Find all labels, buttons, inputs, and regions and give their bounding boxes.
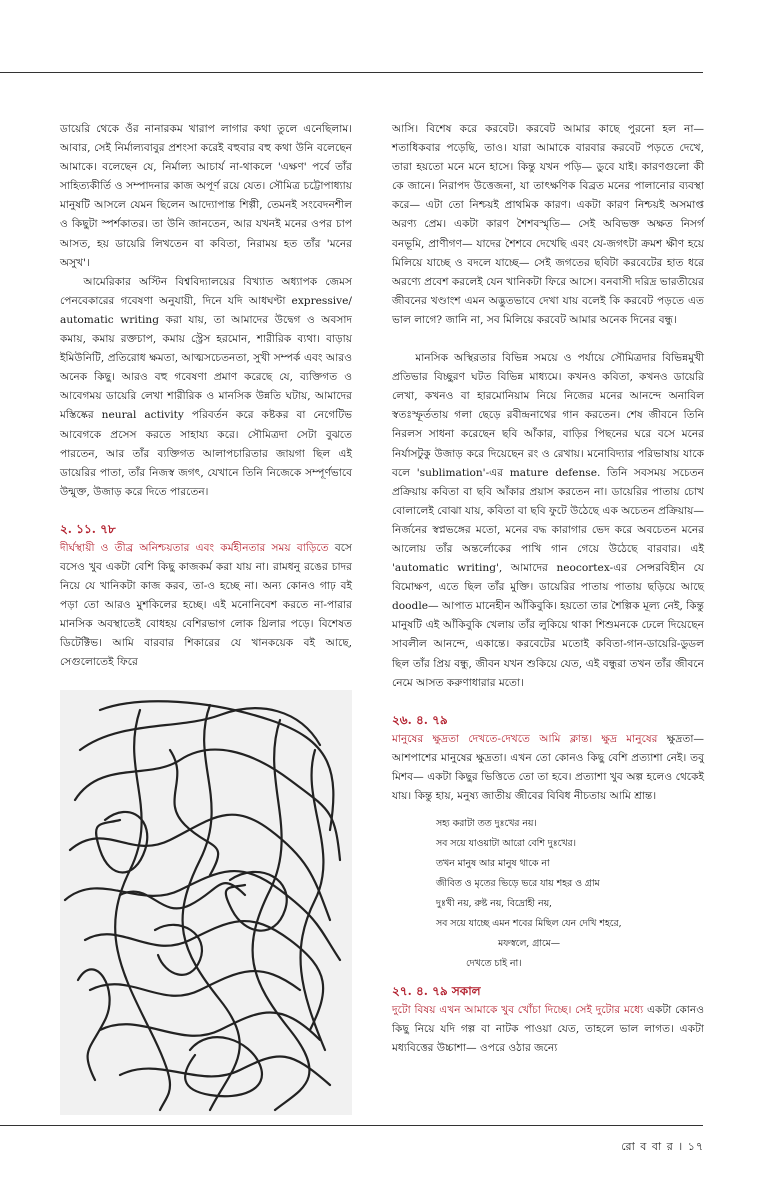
body-paragraph: মানসিক অস্থিরতার বিভিন্ন সময়ে ও পর্যায়ে সৌমিত্রদার বিভিন্নমুখী প্রতিভার বিচ্ছুরণ ঘটত বিভিন্ন মাধ্যমে। কখনও কবিতা, কখনও ডায়েরি লেখা, কখনও বা হারমোনিয়াম নিয়ে নিজের মনের আনন্দে অনাবিল স্বতঃস্ফূর্ততায় গলা ছেড়ে রবীন্দ্রনাথের গান করতেন। শেষ জীবনে তিনি নিরলস সাধনা করেছেন ছবি আঁকার, বাড়ির পিছনের ঘরে বসে মনের নির্যাসটুকু উজাড় করে দিয়েছেন রং ও রেখায়। মনোবিদ্যার পরিভাষায় যাকে বলে 'sublimation'-এর mature defense. তিনি সবসময় সচেতন প্রক্রিয়ায় কবিতা বা ছবি আঁকার প্রয়াস করতেন না। ডায়েরির পাতায় চোখ বোলালেই বোঝা যায়, কবিতা বা ছবি ফুটে উঠেছে এক অচেতন প্রক্রিয়ায়— নির্জনের স্বপ্নভঙ্গের মতো, মনের বদ্ধ কারাগার ভেদ করে অবচেতন মনের আলোয় তাঁর অন্তর্লোকের পাখি গান গেয়ে উঠেছে বারবার। এই 'automatic writing', আমাদের neocortex-এর সেন্সরবিহীন যে বিমোক্ষণ, এতে ছিল তাঁর মুক্তি। ডায়েরির পাতায় পাতায় ছড়িয়ে আছে doodle— আপাত মানেহীন আঁকিবুকি। হয়তো তার শৈল্পিক মূল্য নেই, কিন্তু মানুষটি এই আঁকিবুকি খেলায় তাঁর লুকিয়ে থাকা শিশুমনকে ঢেলে দিয়েছেন সাবলীল আনন্দে, একান্তে। করবেটের মতোই কবিতা-গান-ডায়েরি-ডুডল ছিল তাঁর প্রিয় বন্ধু, জীবন যখন শুকিয়ে যেত, এই বন্ধুরা তখন তাঁর জীবনে নেমে আসত করুণাধারার মতো।: [392, 352, 704, 689]
poem-line: সব সয়ে যাওয়াটা আরো বেশি দুঃখের।: [436, 838, 576, 850]
diary-entry-lead: দীর্ঘস্থায়ী ও তীব্র অনিশ্চয়তার এবং কর্মহীনতার সময় বাড়িতে: [60, 541, 329, 554]
diary-entry: [392, 1001, 704, 1058]
body-paragraph: ডায়েরি থেকে ওঁর নানারকম খারাপ লাগার কথা তুলে এনেছিলাম। আবার, সেই নির্মাল্যবাবুর প্রশংসা করেই বহুবার বহু কথা উনি বলেছেন আমাকে। বলেছেন যে, নির্মাল্য আচার্য না-থাকলে 'এক্ষণ' পর্বে তাঁর সাহিত্যকীর্তি ও সম্পাদনার কাজ অপূর্ণ রয়ে যেত। সৌমিত্র চট্টোপাধ্যায় মানুষটি আসলে যেমন ছিলেন আদ্যোপান্ত শিল্পী, তেমনই সংবেদনশীল ও কিছুটা স্পর্শকাতর। তা উনি জানতেন, আর যখনই মনের ওপর চাপ আসত, হয় ডায়েরি লিখতেন বা কবিতা, নিরাময় হত তাঁর 'মনের অসুখ'।: [60, 123, 352, 269]
diary-entry-lead: দুটো বিষয় এখন আমাকে খুব খোঁচা দিচ্ছে। সেই দুটোর মধ্যে: [392, 1004, 644, 1017]
poem-line: মফস্বলে, গ্রামে—: [498, 938, 561, 950]
poem-line: জীবিত ও মৃতের ভিড়ে ভরে যায় শহর ও গ্রাম: [436, 878, 600, 890]
diary-date-heading: ২৬. ৪. ৭৯: [392, 712, 448, 727]
diary-entry-lead: মানুষের ক্ষুদ্রতা দেখতে-দেখতে আমি ক্লান্ত। ক্ষুদ্র মানুষের: [392, 732, 658, 745]
doodle-drawing: [60, 690, 352, 1115]
diary-date-heading: ২৭. ৪. ৭৯ সকাল: [392, 984, 481, 999]
top-rule: [0, 72, 703, 73]
poem-line: দেখতে চাই না।: [466, 958, 522, 970]
poem-line: দুঃখী নয়, রুষ্ট নয়, বিদ্রোহী নয়,: [436, 898, 553, 910]
poem-line: সব সয়ে যাচ্ছে এমন শবের মিছিল যেন দেখি শহরে,: [436, 918, 622, 930]
body-paragraph: আমেরিকার অস্টিন বিশ্ববিদ্যালয়ের বিখ্যাত অধ্যাপক জেমস পেনবেকারের গবেষণা অনুযায়ী, দিনে যদি আধঘণ্টা expressive/ automatic writing করা যায়, তা আমাদের উদ্বেগ ও অবসাদ কমায়, কমায় রক্তচাপ, কমায় স্ট্রেস হরমোন, শারীরিক ব্যথা। বাড়ায় ইমিউনিটি, প্রতিরোধ ক্ষমতা, আত্মসচেতনতা, সুখী সম্পর্ক এবং আরও অনেক কিছু। আরও বহু গবেষণা প্রমাণ করেছে যে, ব্যক্তিগত ও আবেগময় ডায়েরি লেখা শারীরিক ও মানসিক উন্নতি ঘটায়, আমাদের মস্তিষ্কের neural activity পরিবর্তন করে কষ্টকর বা নেগেটিভ আবেগকে প্রসেস করতে সাহায্য করে। সৌমিত্রদা সেটা বুঝতে পারতেন, আর তাঁর ব্যক্তিগত আলাপচারিতার জায়গা ছিল এই ডায়েরির পাতা, তাঁর নিজস্ব জগৎ, যেখানে তিনি নিজেকে সম্পূর্ণভাবে উন্মুক্ত, উজাড় করে দিতে পারতেন।: [60, 275, 352, 498]
poem-line: তখন মানুষ আর মানুষ থাকে না: [436, 858, 550, 870]
poem-block: [392, 814, 704, 974]
body-paragraph: আসি। বিশেষ করে করবেট। করবেট আমার কাছে পুরনো হল না— শতাধিকবার পড়েছি, তাও। যারা আমাকে বারবার করবেট পড়তে দেখে, তারা হয়তো মনে মনে হাসে। কিন্তু যখন পড়ি— ডুবে যাই। কারণগুলো কী কে জানে। নিরাপদ উত্তেজনা, যা তাৎক্ষণিক বিব্রত মনের পালানোর ব্যবস্থা করে— এটা তো নিশ্চয়ই প্রাথমিক কারণ। একটা কারণ নিশ্চয়ই অসমাপ্ত অরণ্য প্রেম। একটা কারণ শৈশবস্মৃতি— সেই অবিভক্ত অক্ষত নিসর্গ বনভূমি, প্রাণীগণ— যাদের শৈশবে দেখেছি এবং যে-জগৎটা ক্রমশ ক্ষীণ হয়ে মিলিয়ে যাচ্ছে ও বদলে যাচ্ছে— সেই জগতের ছবিটা করবেটের হাত ধরে অরণ্যে প্রবেশ করলেই যেন খানিকটা ফিরে আসে। বনবাসী দরিদ্র ভারতীয়ের জীবনের খণ্ডাংশ এমন অদ্ভুতভাবে দেখা যায় বলেই কি করবেট পড়তে এত ভাল লাগে? জানি না, সব মিলিয়ে করবেট আমার অনেক দিনের বন্ধু।: [392, 123, 704, 326]
diary-entry-text: বসে বসেও খুব একটা বেশি কিছু কাজকর্ম করা যায় না। রামধনু রঙের চাদর নিয়ে যে খানিকটা কাজ করব, তা-ও হচ্ছে না। অন্য কোনও গাঢ় বই পড়া তো আরও মুশকিলের হচ্ছে। এই মনোনিবেশ করতে না-পারার মানসিক অবস্থাতেই বোধহয় বেশিরভাগ লোক থ্রিলার পড়ে। বিশেষত ডিটেক্টিভ। আমি বারবার শিকারের যে খানকয়েক বই আছে, সেগুলোতেই ফিরে: [60, 541, 352, 669]
right-column: [392, 120, 704, 1058]
diary-entry-text: ক্ষুদ্রতা— আশপাশের মানুষের ক্ষুদ্রতা। এখন তো কোনও কিছু বেশি প্রত্যাশা নেই। তবু মিশব— একটা কিছুর ভিত্তিতে তো তা হবে। প্রত্যাশা খুব অল্প হলেও থেকেই যায়। কিন্তু হায়, মনুষ্য জাতীয় জীবের বিবিধ নীচতায় আমি শ্রান্ত।: [392, 732, 704, 802]
diary-entry-text: একটা কোনও কিছু নিয়ে যদি গল্প বা নাটক পাওয়া যেত, তাহলে ভাল লাগত। একটা মধ্যবিত্তের উচ্চাশা— ওপরে ওঠার জন্যে: [392, 1004, 704, 1055]
left-column: [60, 120, 352, 673]
bottom-rule: [0, 1125, 703, 1126]
poem-line: সহ্য করাটা তত দুঃখের নয়।: [436, 818, 537, 830]
diary-entry: [392, 730, 704, 806]
doodle-illustration: [60, 690, 352, 1115]
diary-entry: [60, 539, 352, 673]
diary-date-heading: ২. ১১. ৭৮: [60, 521, 116, 536]
page-folio: রো ব বা র । ১৭: [621, 1140, 704, 1153]
